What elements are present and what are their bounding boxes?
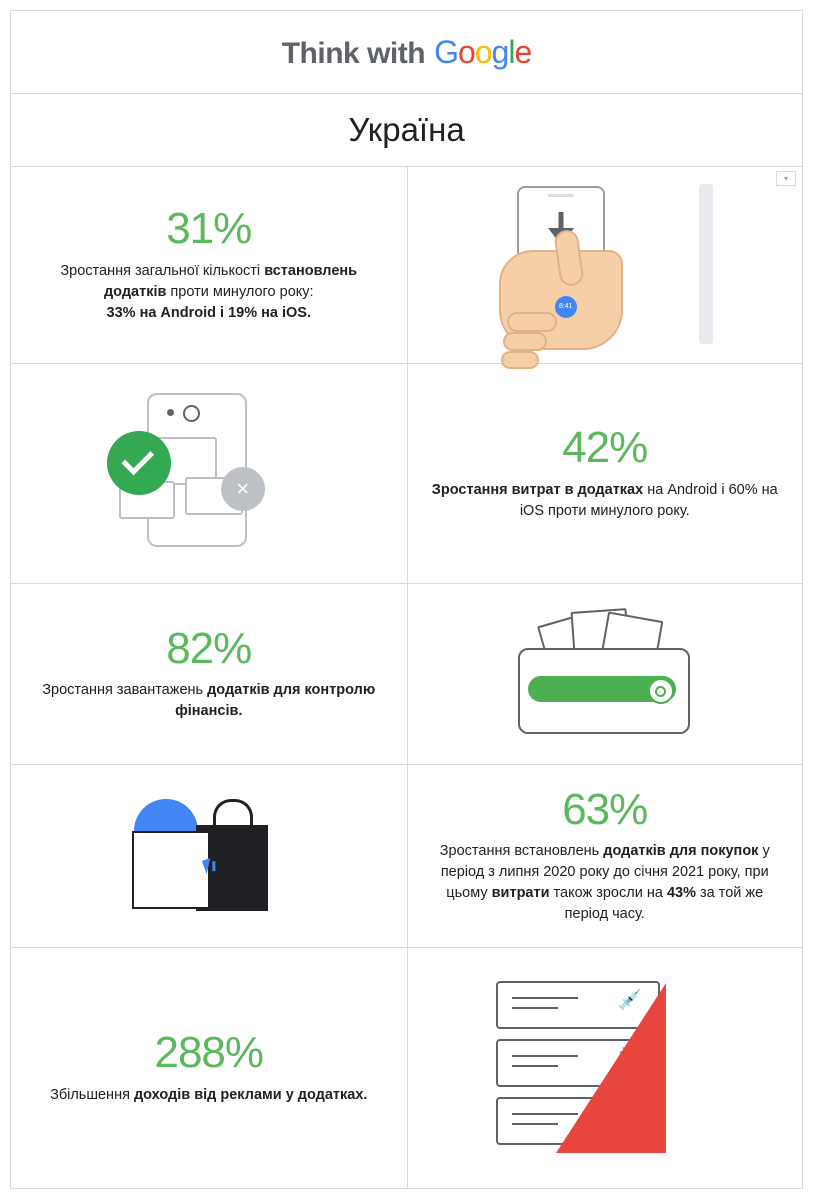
brand-header [11, 11, 802, 94]
stat-value-42: 42% [562, 423, 648, 473]
card-line [512, 1123, 558, 1125]
wallet-clasp-icon [648, 678, 674, 704]
stat-row-1 [11, 167, 802, 364]
google-wordmark: Google [434, 33, 532, 70]
shopping-bags-graphic [104, 781, 314, 931]
lens-circle-icon [183, 405, 200, 422]
stat-text-part: Зростання загальної кількості [60, 262, 265, 279]
stat-value-82: 82% [166, 623, 252, 673]
brand-lockup [282, 34, 532, 71]
stat-cell-42 [407, 364, 803, 583]
stat-text-82 [31, 680, 386, 722]
phone-in-hand-graphic [495, 178, 715, 353]
brand-prefix: Think with [281, 36, 426, 70]
country-header [11, 94, 802, 167]
stat-text-part: на Android і 60% на iOS проти минулого року. [519, 481, 778, 519]
stat-text-63 [427, 841, 782, 925]
stat-row-2 [11, 364, 802, 584]
infographic-sheet [10, 10, 803, 1189]
close-icon: × [221, 467, 265, 511]
finger [507, 312, 557, 332]
page-title: Україна [348, 111, 465, 148]
stat-text-part: доходів від реклами у додатках. [133, 1086, 368, 1103]
camera-dot-icon [167, 409, 174, 416]
category-cards-graphic [490, 973, 720, 1163]
stat-text-31 [31, 261, 386, 324]
stat-text-part: у період з липня 2020 року до січня 2021 року, при цьому [440, 843, 770, 902]
check-icon [107, 431, 171, 495]
stat-cell-31 [11, 167, 407, 363]
stat-text-part: встановлень додатків [103, 262, 358, 300]
stat-text-part: витрати [491, 885, 550, 902]
shirt-icon: 👕 [618, 1106, 642, 1127]
card-line [512, 1065, 558, 1067]
stat-row-5 [11, 948, 802, 1188]
stat-text-part: 33% на Android і 19% на iOS. [106, 304, 311, 321]
phone-notch [548, 194, 574, 197]
chevron-down-icon[interactable]: ▾ [776, 171, 796, 186]
stat-row-3 [11, 584, 802, 765]
stat-text-part: також зросли на [549, 885, 667, 902]
approval-graphic [89, 389, 329, 559]
wrench-icon: 🔧 [618, 1048, 642, 1069]
illustration-app-approval [11, 364, 407, 583]
stat-text-part: додатків для контролю фінансів. [175, 682, 376, 720]
stat-text-part: Зростання встановлень [439, 843, 604, 860]
stat-text-part: додатків для покупок [603, 843, 759, 860]
notification-badge: 8:41 [555, 296, 577, 318]
stat-text-part: Зростання завантажень [42, 682, 208, 699]
stat-value-63: 63% [562, 784, 648, 834]
stat-value-288: 288% [154, 1028, 264, 1078]
grey-bar-decoration [699, 184, 713, 344]
stat-text-part: 43% [666, 885, 696, 902]
finger [503, 332, 547, 351]
stat-cell-82 [11, 584, 407, 764]
card-line [512, 1007, 558, 1009]
syringe-icon: 💉 [618, 990, 642, 1011]
stat-text-part: за той же період часу. [564, 885, 764, 923]
shopping-bag-white [132, 831, 210, 909]
stat-text-part: Збільшення [50, 1086, 134, 1103]
stat-cell-63 [407, 765, 803, 947]
illustration-wallet [407, 584, 803, 764]
stat-value-31: 31% [166, 204, 252, 254]
illustration-phone-download [407, 167, 803, 363]
stat-text-288 [50, 1085, 367, 1106]
red-wedge-decoration [556, 983, 666, 1153]
stat-text-42 [427, 480, 782, 522]
stat-text-part: проти минулого року: [166, 283, 314, 300]
stat-text-part: Зростання витрат в додатках [431, 481, 644, 498]
wallet-graphic [500, 604, 710, 744]
stat-row-4 [11, 765, 802, 948]
stat-cell-288 [11, 948, 407, 1188]
illustration-category-cards [407, 948, 803, 1188]
illustration-shopping-bags [11, 765, 407, 947]
